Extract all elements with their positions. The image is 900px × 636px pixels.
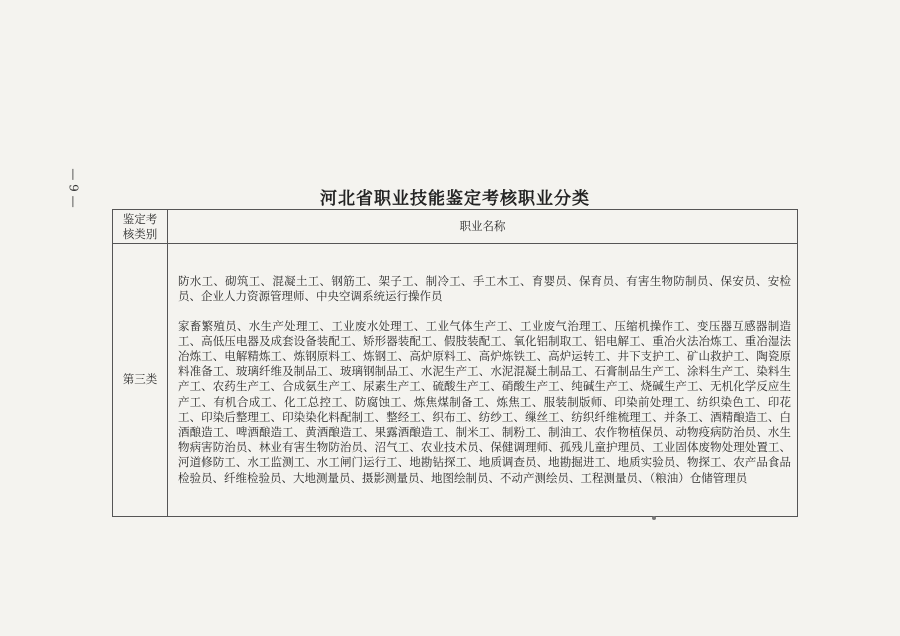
- occupation-classification-table: [112, 209, 798, 517]
- table-header-row: [113, 210, 798, 244]
- scan-speck: [652, 516, 656, 520]
- header-occupation-name-cell: 职业名称: [168, 210, 798, 244]
- table-row: [113, 244, 798, 517]
- category-cell: 第三类: [113, 244, 168, 517]
- occupation-paragraph: 家畜繁殖员、水生产处理工、工业废水处理工、工业气体生产工、工业废气治理工、压缩机操作工、变压器互感器制造工、高低压电器及成套设备装配工、矫形器装配工、假肢装配工、氧化铝制取工、铝电解工、重冶火法冶炼工、重冶湿法冶炼工、电解精炼工、炼钢原料工、炼钢工、高炉原料工、高炉炼铁工、高炉运转工、井下支护工、矿山救护工、陶瓷原料准备工、玻璃纤维及制品工、玻璃钢制品工、水泥生产工、水泥混凝土制品工、石膏制品生产工、涂料生产工、染料生产工、农药生产工、合成氨生产工、尿素生产工、硫酸生产工、硝酸生产工、纯碱生产工、烧碱生产工、无机化学反应生产工、有机合成工、化工总控工、防腐蚀工、炼焦煤制备工、炼焦工、服装制版师、印染前处理工、纺织染色工、印花工、印染后整理工、印染染化料配制工、整经工、织布工、纺纱工、缫丝工、纺织纤维梳理工、并条工、酒精酿造工、白酒酿造工、啤酒酿造工、黄酒酿造工、果露酒酿造工、制米工、制粉工、制油工、农作物植保员、动物疫病防治员、水生物病害防治员、林业有害生物防治员、沼气工、农业技术员、保健调理师、孤残儿童护理员、工业固体废物处理处置工、河道修防工、水工监测工、水工闸门运行工、地勘钻探工、地质调查员、地勘掘进工、地质实验员、物探工、农产品食品检验员、纤维检验员、大地测量员、摄影测量员、地图绘制员、不动产测绘员、工程测量员、（粮油）仓储管理员: [178, 318, 791, 485]
- header-category-line1: 鉴定考: [122, 211, 158, 226]
- page-number: — 9 —: [67, 168, 82, 208]
- occupation-list-cell: [168, 244, 798, 517]
- header-category-line2: 核类别: [122, 226, 158, 241]
- document-title: 河北省职业技能鉴定考核职业分类: [320, 189, 590, 209]
- header-category-cell: [113, 210, 168, 244]
- occupation-paragraph: 防水工、砌筑工、混凝土工、钢筋工、架子工、制冷工、手工木工、育婴员、保育员、有害生物防制员、保安员、安检员、企业人力资源管理师、中央空调系统运行操作员: [178, 274, 791, 304]
